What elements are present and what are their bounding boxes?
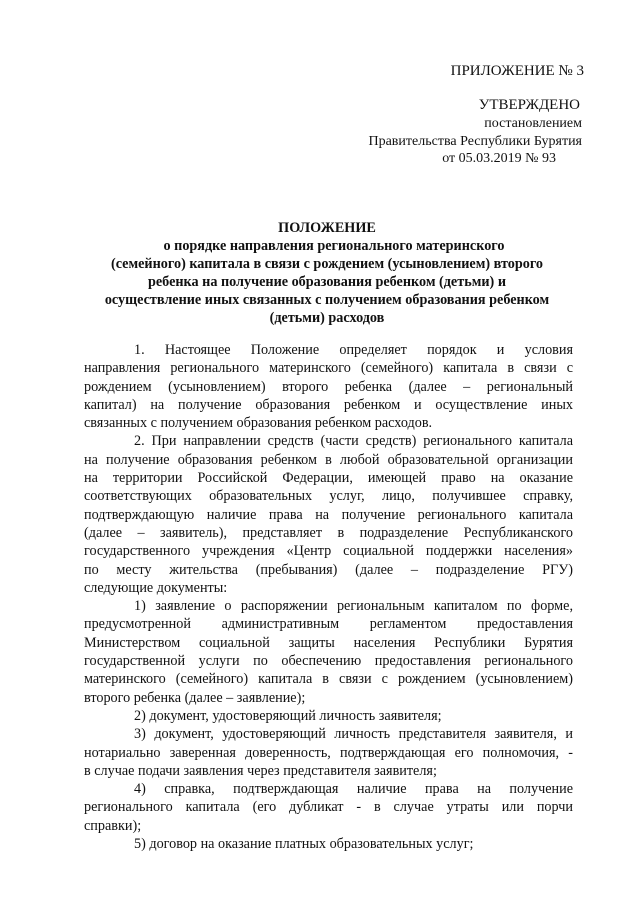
list-item-1-line: второго ребенка (далее – заявление); (84, 689, 306, 706)
approval-authority: Правительства Республики Бурятия (368, 134, 582, 149)
list-item-3-line: 3) документ, удостоверяющий личность представителя заявителя, и (134, 726, 573, 743)
list-item-1-line: предусмотренной административным регламентом предоставления (84, 616, 573, 633)
title-line: (детьми) расходов (269, 310, 385, 326)
title-line: ребенка на получение образования ребенком (детьми) и (147, 274, 506, 290)
list-item-4-line: справки); (84, 817, 142, 834)
paragraph-2-line: государственного учреждения «Центр социальной поддержки населения» (84, 543, 573, 560)
document-body (84, 341, 573, 853)
list-item-3-line: нотариально заверенная доверенность, подтверждающая его полномочия, - (84, 744, 573, 761)
paragraph-2-line: (далее – заявитель), представляет в подразделение Республиканского (84, 524, 573, 541)
paragraph-1-line: рождением (усыновлением) второго ребенка (далее – региональный (84, 378, 573, 395)
annex-number: ПРИЛОЖЕНИЕ № 3 (450, 63, 584, 79)
list-item-1-line: материнского (семейного) капитала в связи с рождением (усыновлением) (84, 671, 573, 688)
title-heading: ПОЛОЖЕНИЕ (278, 220, 376, 236)
paragraph-2-line: 2. При направлении средств (части средств) регионального капитала (134, 433, 573, 450)
document-title (84, 219, 570, 327)
list-item-4-line: 4) справка, подтверждающая наличие права на получение (134, 781, 573, 798)
paragraph-2-line: на получение образования ребенком в любой образовательной организации (84, 451, 573, 468)
paragraph-1-line: 1. Настоящее Положение определяет порядок и условия (134, 342, 573, 358)
list-item-1-line: Министерством социальной защиты населения Республики Бурятия (84, 634, 573, 651)
title-line: о порядке направления регионального материнского (163, 238, 505, 254)
approved-stamp: УТВЕРЖДЕНО (478, 97, 580, 113)
approval-date-number: от 05.03.2019 № 93 (442, 151, 556, 166)
paragraph-2-line: соответствующих образовательных услуг, лицо, получившее справку, (84, 488, 573, 505)
list-item-2-line: 2) документ, удостоверяющий личность заявителя; (134, 707, 442, 724)
paragraph-2-line: следующие документы: (84, 579, 228, 596)
approval-resolution: постановлением (484, 116, 582, 131)
paragraph-2-line: подтверждающую наличие права на получение регионального капитала (84, 506, 573, 523)
list-item-1-line: 1) заявление о распоряжении региональным капиталом по форме, (134, 598, 573, 615)
list-item-4-line: регионального капитала (его дубликат - в случае утраты или порчи (84, 799, 573, 816)
paragraph-1-line: направления регионального материнского (семейного) капитала в связи с (84, 360, 573, 377)
paragraph-1-line: связанных с получением образования ребенком расходов. (84, 415, 433, 432)
title-line: осуществление иных связанных с получением образования ребенком (104, 292, 550, 308)
list-item-1-line: государственной услуги по обеспечению предоставления регионального (84, 653, 573, 670)
title-line: (семейного) капитала в связи с рождением (усыновлением) второго (110, 256, 544, 272)
list-item-3-line: в случае подачи заявления через представителя заявителя; (84, 762, 437, 779)
paragraph-1-line: капитал) на получение образования ребенком и осуществление иных (84, 396, 573, 413)
paragraph-2-line: на территории Российской Федерации, имеющей право на оказание (84, 470, 573, 487)
list-item-5-line: 5) договор на оказание платных образовательных услуг; (134, 836, 474, 853)
paragraph-2-line: по месту жительства (пребывания) (далее – подразделение РГУ) (84, 561, 573, 578)
